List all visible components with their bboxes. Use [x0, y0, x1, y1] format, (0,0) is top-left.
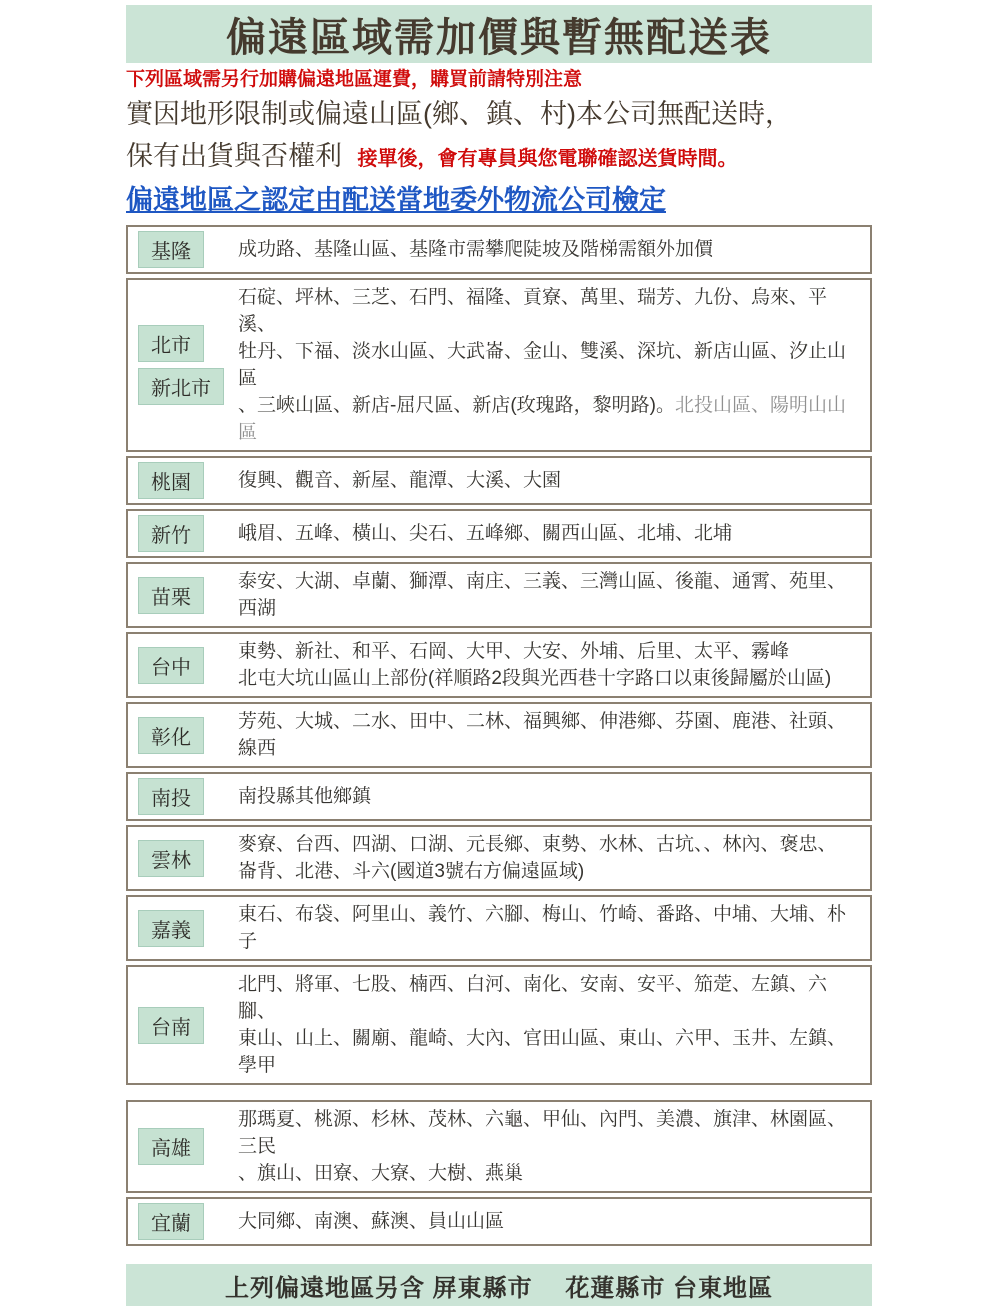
region-label: 桃園 — [138, 462, 204, 499]
region-content-line: 泰安、大湖、卓蘭、獅潭、南庄、三義、三灣山區、後龍、通霄、苑里、西湖 — [238, 571, 847, 619]
region-content — [238, 236, 713, 263]
page-title: 偏遠區域需加價與暫無配送表 — [226, 15, 772, 60]
table-row — [126, 1197, 872, 1246]
table-row — [126, 632, 872, 698]
table-row — [126, 456, 872, 505]
region-label-badges — [138, 1203, 216, 1240]
footer-text: 上列偏遠地區另含 屏東縣市 花蓮縣市 台東地區 — [224, 1274, 773, 1302]
footer-bar — [126, 1264, 872, 1306]
region-content-line: 南投縣其他鄉鎮 — [238, 786, 372, 807]
region-content-line: 、三峽山區、新店-屈尺區、新店(玫瑰路，黎明路)。北投山區、陽明山山區 — [238, 395, 846, 443]
region-content — [238, 568, 860, 622]
region-content-line: 東勢、新社、和平、石岡、大甲、大安、外埔、后里、太平、霧峰 — [238, 641, 790, 662]
table-row — [126, 702, 872, 768]
table-row — [126, 509, 872, 558]
table-row — [126, 772, 872, 821]
region-content — [238, 783, 371, 810]
region-content — [238, 1208, 504, 1235]
page — [126, 0, 872, 1306]
table-row — [126, 965, 872, 1085]
region-content-line: 石碇、坪林、三芝、石門、福隆、貢寮、萬里、瑞芳、九份、烏來、平溪、 — [238, 287, 828, 335]
region-label: 彰化 — [138, 717, 204, 754]
region-content-line: 芳苑、大城、二水、田中、二林、福興鄉、伸港鄉、芬園、鹿港、社頭、線西 — [238, 711, 847, 759]
table-row — [126, 825, 872, 891]
region-content-line: 東山、山上、關廟、龍崎、大內、官田山區、東山、六甲、玉井、左鎮、學甲 — [238, 1028, 847, 1076]
region-label: 嘉義 — [138, 910, 204, 947]
region-content — [238, 831, 837, 885]
region-label-badges — [138, 515, 216, 552]
region-label: 基隆 — [138, 231, 204, 268]
region-label: 台南 — [138, 1007, 204, 1044]
region-label-badges — [138, 1007, 216, 1044]
region-label: 苗栗 — [138, 577, 204, 614]
region-content — [238, 708, 860, 762]
region-content — [238, 971, 860, 1079]
region-label: 南投 — [138, 778, 204, 815]
region-label-badges — [138, 325, 216, 405]
region-content-line: 北門、將軍、七股、楠西、白河、南化、安南、安平、笳萣、左鎮、六腳、 — [238, 974, 828, 1022]
table-row — [126, 225, 872, 274]
region-content-line: 東石、布袋、阿里山、義竹、六腳、梅山、竹崎、番路、中埔、大埔、朴子 — [238, 904, 847, 952]
region-content — [238, 467, 561, 494]
blue-definition-note: 偏遠地區之認定由配送當地委外物流公司檢定 — [126, 185, 666, 215]
region-label-badges — [138, 231, 216, 268]
notice-line-2 — [126, 136, 872, 179]
notice-line-1: 實因地形限制或偏遠山區(鄉、鎮、村)本公司無配送時， — [126, 99, 792, 129]
region-label-badges — [138, 577, 216, 614]
region-table — [126, 225, 872, 1250]
table-row — [126, 1100, 872, 1193]
region-content — [238, 520, 732, 547]
region-label-badges — [138, 910, 216, 947]
region-content-line: 崙背、北港、斗六(國道3號右方偏遠區域) — [238, 861, 585, 882]
region-label-badges — [138, 717, 216, 754]
region-content — [238, 638, 831, 692]
region-content-line: 成功路、基隆山區、基隆市需攀爬陡坡及階梯需額外加價 — [238, 239, 714, 260]
region-label-badges — [138, 647, 216, 684]
region-label-badges — [138, 1128, 216, 1165]
region-label-badges — [138, 840, 216, 877]
region-content-gray-suffix: 北投山區、陽明山山區 — [238, 395, 846, 443]
region-label: 雲林 — [138, 840, 204, 877]
region-content-line: 那瑪夏、桃源、杉林、茂林、六龜、甲仙、內門、美濃、旗津、林園區、三民 — [238, 1109, 847, 1157]
region-label: 台中 — [138, 647, 204, 684]
region-content — [238, 1106, 860, 1187]
table-row — [126, 895, 872, 961]
region-label-badges — [138, 462, 216, 499]
region-content-line: 復興、觀音、新屋、龍潭、大溪、大園 — [238, 470, 562, 491]
page-title-bar — [126, 5, 872, 63]
notice-line-2-dark: 保有出貨與否權利 — [126, 141, 342, 171]
region-label: 高雄 — [138, 1128, 204, 1165]
table-row — [126, 278, 872, 452]
region-label-badges — [138, 778, 216, 815]
region-content-line: 峨眉、五峰、橫山、尖石、五峰鄉、關西山區、北埔、北埔 — [238, 523, 733, 544]
region-content-line: 、旗山、田寮、大寮、大樹、燕巢 — [238, 1163, 524, 1184]
region-content-line: 麥寮、台西、四湖、口湖、元長鄉、東勢、水林、古坑、、林內、褒忠、 — [238, 834, 837, 855]
region-content — [238, 901, 860, 955]
region-label: 宜蘭 — [138, 1203, 204, 1240]
region-label: 新北市 — [138, 368, 224, 405]
warning-note: 下列區域需另行加購偏遠地區運費，購買前請特別注意 — [126, 69, 583, 90]
notice-line-2-red: 接單後，會有專員與您電聯確認送貨時間。 — [357, 148, 738, 170]
region-content — [238, 284, 860, 446]
region-content-line: 北屯大坑山區山上部份(祥順路2段與光西巷十字路口以東後歸屬於山區) — [238, 668, 832, 689]
region-label: 新竹 — [138, 515, 204, 552]
table-row — [126, 562, 872, 628]
region-content-line: 大同鄉、南澳、蘇澳、員山山區 — [238, 1211, 505, 1232]
region-content-line: 牡丹、下福、淡水山區、大武崙、金山、雙溪、深坑、新店山區、汐止山區 — [238, 341, 847, 389]
region-label: 北市 — [138, 325, 204, 362]
